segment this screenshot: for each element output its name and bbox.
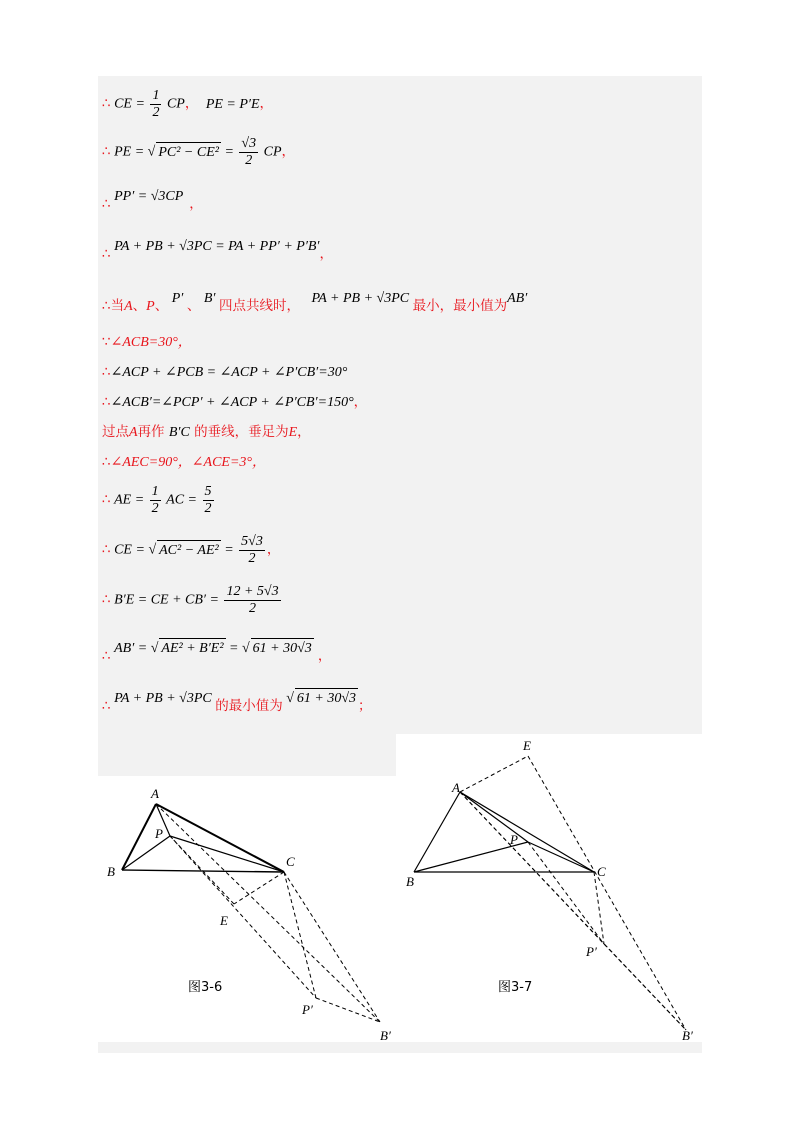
label-C: C bbox=[286, 854, 295, 869]
proof-line-1: ∴ CE = $\frac{1}{2}$ CP， PE = P′E， bbox=[102, 88, 274, 120]
segment-PC bbox=[528, 842, 594, 872]
label-E: E bbox=[523, 738, 531, 753]
proof-line-9: 过点A再作 B′C 的垂线，垂足为E， bbox=[102, 424, 311, 440]
figure-3-6 bbox=[98, 776, 396, 1042]
proof-line-14: ∴ AB′ = √ AE² + B′E² = √ 61 + 30√3 ， bbox=[102, 638, 331, 659]
label-B: B bbox=[406, 874, 414, 889]
segment-AC bbox=[460, 792, 594, 872]
proof-line-15: ∴ PA + PB + √3PC 的最小值为 √ 61 + 30√3 ； bbox=[102, 688, 372, 709]
label-B-prime: B′ bbox=[380, 1028, 391, 1042]
proof-line-5: ∴当A、P、 P′ 、 B′ 四点共线时， PA + PB + √3PC 最小，最小值为AB′ bbox=[102, 291, 528, 314]
segment-CB-prime bbox=[284, 872, 380, 1022]
segment-P-P-prime bbox=[528, 842, 604, 944]
segment-A-P-prime bbox=[460, 792, 604, 944]
label-P-prime: P′ bbox=[586, 944, 597, 959]
proof-line-10: ∴∠AEC=90°，∠ACE=3°， bbox=[102, 454, 267, 470]
label-E: E bbox=[220, 913, 228, 928]
segment-CP-prime bbox=[284, 872, 316, 998]
proof-line-3: ∴ PP′ = √3CP ， bbox=[102, 189, 203, 212]
segment-AB bbox=[122, 804, 156, 870]
proof-line-4: ∴ PA + PB + √3PC = PA + PP′ + P′B′， bbox=[102, 239, 333, 262]
segment-E-B-prime bbox=[528, 756, 686, 1030]
segment-CE bbox=[234, 872, 284, 904]
figure-3-6-caption: 图3-6 bbox=[188, 980, 223, 995]
proof-line-7: ∴∠ACP + ∠PCB = ∠ACP + ∠P′CB′=30° bbox=[102, 364, 348, 380]
segment-P-prime-B-prime bbox=[316, 998, 380, 1022]
label-B-prime: B′ bbox=[682, 1028, 693, 1042]
figure-3-7-caption: 图3-7 bbox=[498, 980, 533, 995]
label-A: A bbox=[452, 780, 460, 795]
segment-BP bbox=[122, 836, 170, 870]
figure-3-7 bbox=[396, 734, 702, 1042]
segment-P-prime-B-prime bbox=[604, 944, 686, 1030]
proof-line-11: ∴ AE = $\frac{1}{2}$ AC = $\frac{5}{2}$ bbox=[102, 484, 212, 516]
segment-AB bbox=[414, 792, 460, 872]
fraction-half: $\frac{1}{2}$ bbox=[152, 88, 160, 120]
label-A: A bbox=[151, 786, 159, 801]
proof-line-6: ∵∠ACB=30°， bbox=[102, 334, 192, 350]
proof-line-8: ∴∠ACB′=∠PCP′ + ∠ACP + ∠P′CB′=150°， bbox=[102, 394, 368, 410]
proof-line-2: ∴ PE = √ PC² − CE² = $\frac{√3}{2}$ CP， bbox=[102, 136, 295, 168]
proof-line-12: ∴ CE = √ AC² − AE² = $\frac{5√3}{2}$ ， bbox=[102, 534, 281, 566]
proof-line-13: ∴ B′E = CE + CB′ = $\frac{12 + 5√3}{2}$ bbox=[102, 584, 279, 616]
label-P-prime: P′ bbox=[302, 1002, 313, 1017]
label-C: C bbox=[597, 864, 606, 879]
label-P: P bbox=[155, 826, 163, 841]
label-B: B bbox=[107, 864, 115, 879]
label-P: P bbox=[510, 832, 518, 847]
segment-AE bbox=[460, 756, 528, 792]
